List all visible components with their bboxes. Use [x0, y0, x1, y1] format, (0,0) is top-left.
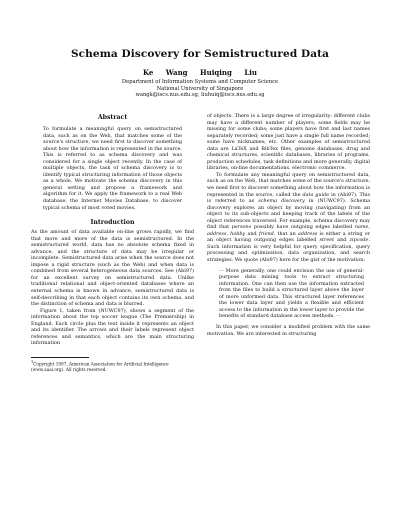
emphasis: zipcode [349, 237, 369, 244]
text-run: is either a string or an object having outgoing edges labelled [207, 230, 370, 244]
text-run: , that an [273, 230, 298, 237]
abstract-heading: Abstract [97, 114, 128, 121]
paper-title: Schema Discovery for Semistructured Data [71, 48, 329, 60]
text-run: in (NUWC97). Schema discovery explores an object by moving (navigating) from an object to its sub-objects and keeping track of the labels of the object references traversed. For example, schema discovery may find that [207, 198, 371, 231]
abstract-text: To formulate a meaningful query on semistructured data, such as on the Web, that matches some of the source's structure, we need first to discover something about how the information is represented in the source. This is referred to as schema discovery and was considered for a single object recently. In the case of multiple objects, the task of schema discovery is to identify typical structuring information of those objects as a whole. We motivate the schema discovery in this general setting and propose a framework and algorithm for it. We apply the framework to a real Web database, the Internet Movies Database, to discover typical schema of most voted movies. [43, 126, 182, 211]
footnote-marker: 1 [31, 359, 34, 364]
emphasis: data guide [302, 191, 330, 198]
footnote-divider [31, 357, 89, 358]
text-run: . Such information is very helpful for query specification, query processing and optimization, data organization, and search strategies. We quote (Abi97) here for the gist of the motivation: [207, 237, 370, 264]
emphasis: street [319, 237, 335, 244]
affiliation-department: Department of Information Systems and Computer Science [121, 79, 279, 85]
emphasis: schema discovery [258, 198, 305, 205]
emphasis: name, address, hobby [207, 224, 370, 237]
text-run: To formulate any meaningful query on semistructured data, such as on the Web, that matches some of the source's structure, we need first to discover something about how the information is represented in the source, called the [207, 171, 370, 198]
right-column [207, 113, 370, 337]
introduction-paragraph: As the amount of data available on-line grows rapidly, we find that more and more of the data is semistructured. In the semistructured world, data has no absolute schema fixed in advance, and the structure of data may be irregular or incomplete. Semistructured data arise when the source does not impose a rigid structure (such as the Web) and when data is combined from several heterogeneous data sources. See (Abi97) for an excellent survey on semistructured data. Unlike traditional relational and object-oriented databases where an external schema is known in advance, semistructured data is self-describing in that each object contains its own schema, and the distinction of schema and data is blurred. [31, 229, 194, 308]
author-name: Huiqing Liu [200, 68, 258, 77]
introduction-heading: Introduction [90, 219, 135, 227]
emphasis: persons [231, 224, 252, 231]
left-column [31, 114, 194, 372]
body-paragraph: In this paper, we consider a modified problem with the same motivation. We are interested in structuring [207, 323, 370, 337]
copyright-footnote [31, 360, 194, 372]
emphasis: address [297, 230, 318, 237]
author-name: Ke Wang [142, 68, 188, 77]
text-run: possibly have outgoing edges labelled [251, 224, 355, 231]
block-quote: ··· More generally, one could envision the use of general-purpose data mining tools to extract structuring information. One can then use the information extracted from the files to build a structured layer above the layer of more unformed data. This structured layer references the lower data layer and yields a flexible and efficient access to the information in the lower layer to provide the benefits of standard database access methods. ··· [219, 267, 364, 320]
affiliation-block [0, 79, 400, 99]
author-list [0, 68, 400, 77]
emphasis: friend [258, 230, 274, 237]
footnote-text: Copyright 1997, American Association for Artificial Intelligence (www.aaai.org). All rights reserved. [31, 361, 169, 372]
body-paragraph [207, 172, 370, 264]
text-run: and [245, 230, 259, 237]
text-run: in (Abi97). This is referred to as [207, 191, 370, 205]
author-emails: wangk@iscs.nus.edu.sg, liuhuiq@iscs.nus.edu.sg [135, 92, 265, 99]
text-run: and [334, 237, 350, 244]
introduction-paragraph: Figure 1, taken from (NUWC97), shows a segment of the information about the top soccer league (The Premiership) in England. Each circle plus the text inside it represents an object and its identifier. The arrows and their labels represent object references and semantics, which are the main structuring information [31, 307, 194, 347]
body-paragraph: of objects. There is a large degree of irregularity: different clubs may have a different number of players; some fields may be missing for some clubs; some players have first and last names separately recorded; some just have a single full name recorded; some have nicknames; etc. Other examples of semistructured data are LaTeX and BibTex files, genome databases, drug and chemical structures, scientific databases, libraries of programs, production schedules, task definitions and more generally, digital libraries, on-line documentations, electronic commerce. [207, 113, 370, 172]
affiliation-university: National University of Singapore [156, 85, 244, 92]
